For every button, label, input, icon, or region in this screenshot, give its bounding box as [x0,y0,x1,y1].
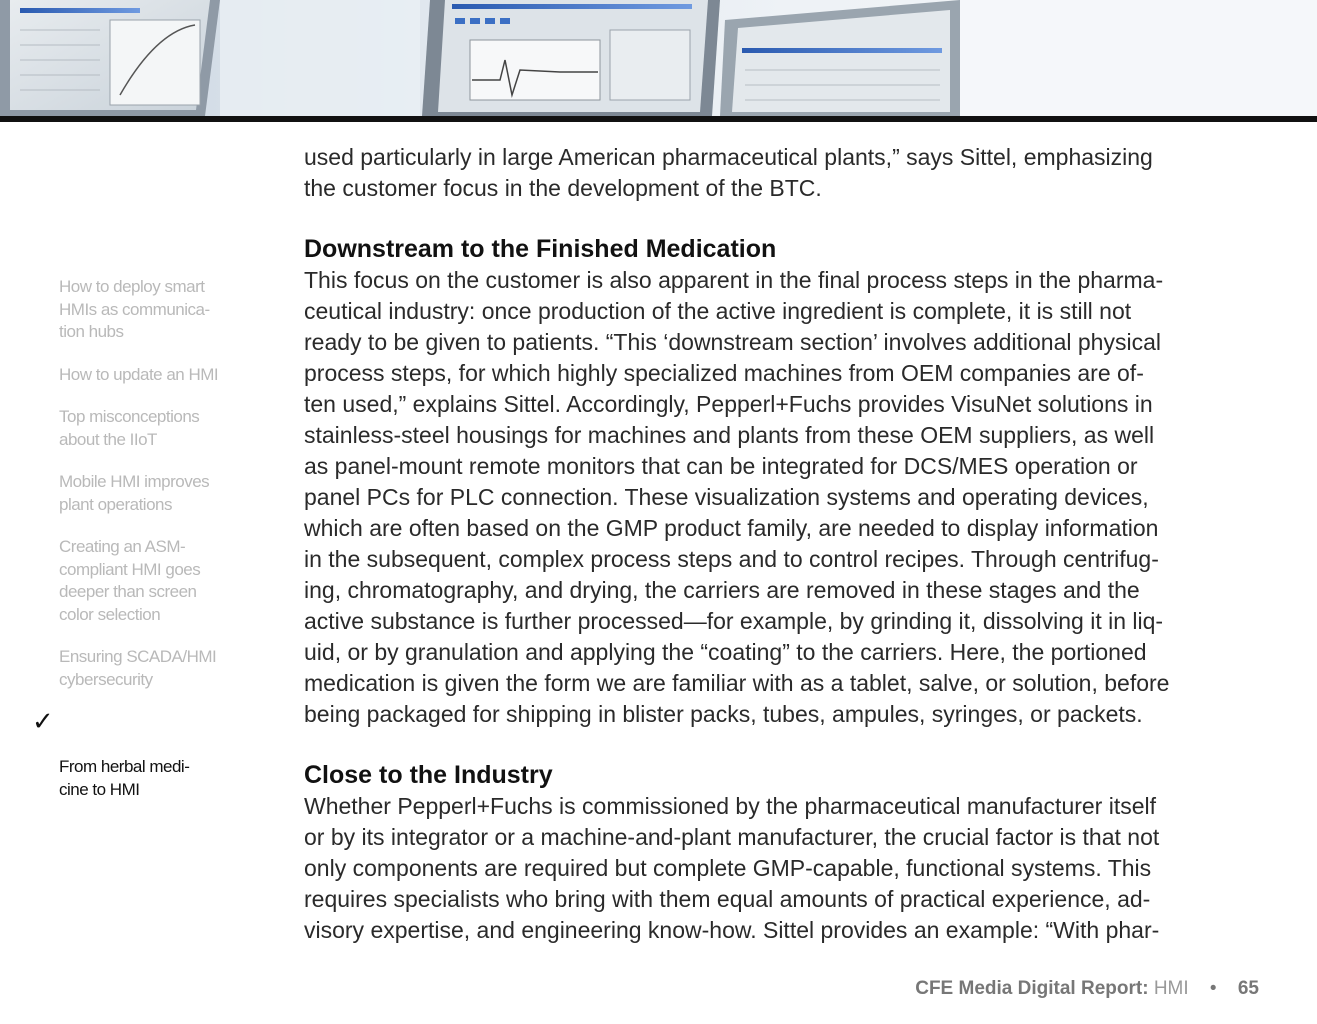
section-paragraph-downstream: This focus on the customer is also apparent in the final process steps in the pharma- ceutical industry: once production of the active ingredient is complete, it is still not ready to be given to patients. “This ‘downstream section’ involves additional physical process steps, for which highly specialized machines from OEM companies are of- ten used,” explains Sittel. Accordingly, Pepperl+Fuchs provides VisuNet solutions in stainless-steel housings for machines and plants from these OEM suppliers, as well as panel-mount remote monitors that can be integrated for DCS/MES operation or panel PCs for PLC connection. These visualization systems and operating devices, which are often based on the GMP product family, are needed to display information in the subsequent, complex process steps and to control recipes. Through centrifug- ing, chromatography, and drying, the carriers are removed in these stages and the active substance is further processed—for example, by grinding it, dissolving it in liq- uid, or by granulation and applying the “coating” to the carriers. Here, the portioned medication is given the form we are familiar with as a tablet, salve, or solution, before being packaged for shipping in blister packs, tubes, ampules, syringes, or packets. [304,267,1170,727]
header-banner-image [0,0,1317,116]
sidebar-nav [32,276,244,821]
report-topic: HMI [1153,978,1189,999]
page-footer [915,978,1259,1000]
header-divider [0,116,1317,122]
sidebar-item-scada-cybersecurity[interactable]: Ensuring SCADA/HMI cybersecurity [59,647,217,689]
sidebar-item-update-hmi[interactable]: How to update an HMI [59,364,219,384]
section-paragraph-industry: Whether Pepperl+Fuchs is commissioned by the pharmaceutical manufacturer itself or by its integrator or a machine-and-plant manufacturer, the crucial factor is that not only components are required but complete GMP-capable, functional systems. This requires specialists who bring with them equal amounts of practical experience, ad- visory expertise, and engineering know-how. Sittel provides an example: “With phar- [304,793,1160,943]
sidebar-item-herbal-medicine[interactable] [32,707,244,801]
footer-separator: • [1209,978,1217,999]
sidebar-item-asm-compliant-hmi[interactable]: Creating an ASM- compliant HMI goes deeper than screen color selection [59,537,201,624]
page-number: 65 [1237,978,1259,999]
section-heading-downstream: Downstream to the Finished Medication [304,235,777,263]
monitor-screens-illustration [0,0,1317,116]
section-heading-industry: Close to the Industry [304,761,553,789]
checkmark-icon: ✓ [32,707,54,737]
sidebar-item-label: From herbal medi- cine to HMI [59,757,190,799]
sidebar-item-deploy-smart-hmis[interactable]: How to deploy smart HMIs as communica- tion hubs [59,277,210,341]
article-body [304,142,1264,946]
publication-title: CFE Media Digital Report: [915,978,1149,999]
intro-paragraph: used particularly in large American pharmaceutical plants,” says Sittel, emphasizing the customer focus in the development of the BTC. [304,144,1153,201]
sidebar-item-mobile-hmi[interactable]: Mobile HMI improves plant operations [59,472,210,514]
sidebar-item-iiot-misconceptions[interactable]: Top misconceptions about the IIoT [59,407,200,449]
